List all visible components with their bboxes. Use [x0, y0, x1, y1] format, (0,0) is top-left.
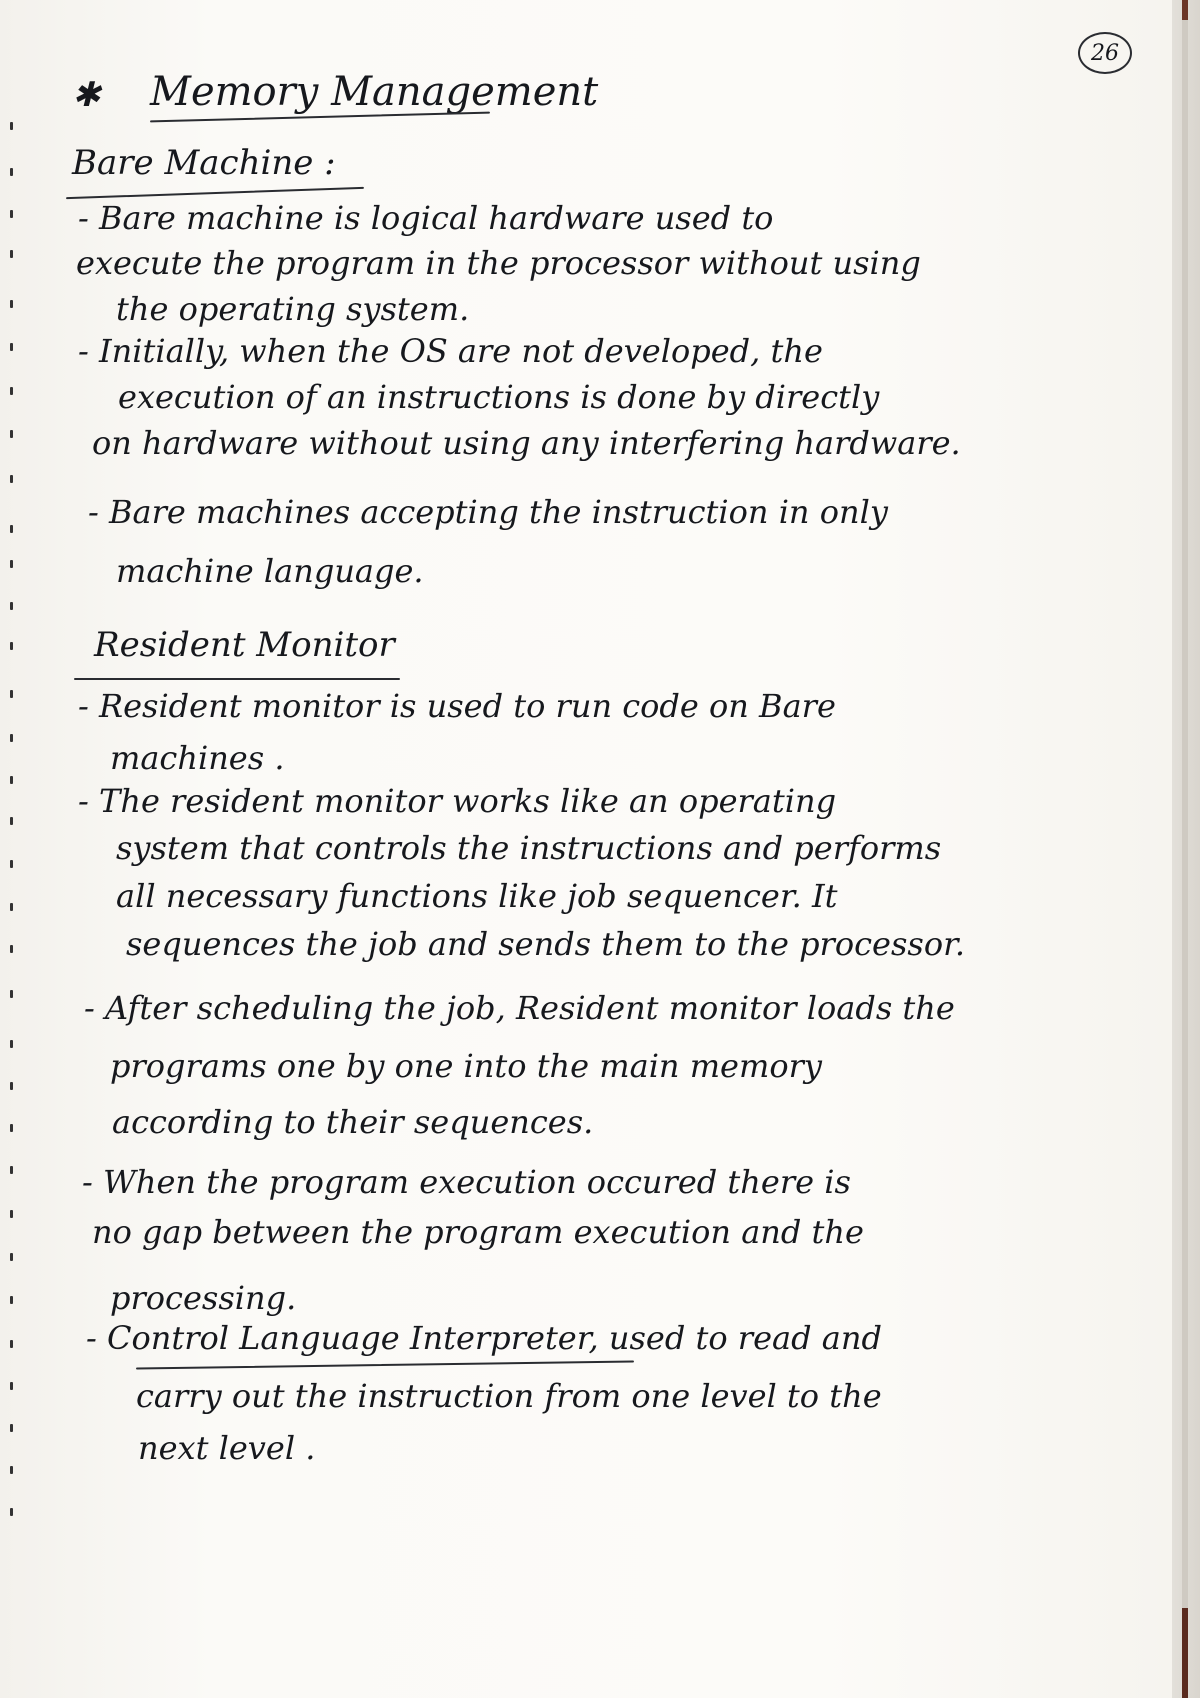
- text-line: - After scheduling the job, Resident monitor loads the: [84, 989, 955, 1027]
- text-line: processing.: [110, 1279, 297, 1317]
- text-line: carry out the instruction from one level to the: [136, 1377, 882, 1415]
- text-line: - Initially, when the OS are not developed, the: [78, 332, 823, 370]
- section-heading-resident-monitor: Resident Monitor: [94, 625, 395, 665]
- text-line: system that controls the instructions and performs: [116, 829, 942, 867]
- text-line: execute the program in the processor without using: [76, 244, 921, 282]
- star-mark: ✱: [72, 75, 101, 115]
- section-heading-bare-machine: Bare Machine :: [72, 143, 336, 183]
- notebook-spine: [1182, 0, 1188, 1698]
- text-line: execution of an instructions is done by directly: [118, 378, 880, 416]
- page-number: 26: [1078, 32, 1132, 74]
- text-line: all necessary functions like job sequencer. It: [116, 877, 838, 915]
- text-line: machine language.: [116, 552, 424, 590]
- binding-holes: [10, 0, 20, 1698]
- text-line: - Bare machines accepting the instruction in only: [88, 493, 888, 531]
- page-edge: [1172, 0, 1200, 1698]
- text-line: - Bare machine is logical hardware used to: [78, 199, 774, 237]
- text-line: - Resident monitor is used to run code on Bare: [78, 687, 836, 725]
- text-line: the operating system.: [116, 290, 470, 328]
- page-title: Memory Management: [150, 69, 599, 115]
- text-line: according to their sequences.: [112, 1103, 594, 1141]
- text-line: no gap between the program execution and the: [92, 1213, 864, 1251]
- section-underline: [74, 678, 400, 680]
- text-line: sequences the job and sends them to the processor.: [126, 925, 966, 963]
- term-underline: [136, 1361, 634, 1370]
- text-line: - Control Language Interpreter, used to read and: [86, 1319, 882, 1357]
- section-underline: [66, 187, 364, 199]
- text-line: machines .: [110, 739, 285, 777]
- text-line: on hardware without using any interfering hardware.: [92, 424, 961, 462]
- text-line: - The resident monitor works like an operating: [78, 782, 837, 820]
- text-line: - When the program execution occured there is: [82, 1163, 851, 1201]
- text-line: next level .: [138, 1429, 316, 1467]
- text-line: programs one by one into the main memory: [110, 1047, 822, 1085]
